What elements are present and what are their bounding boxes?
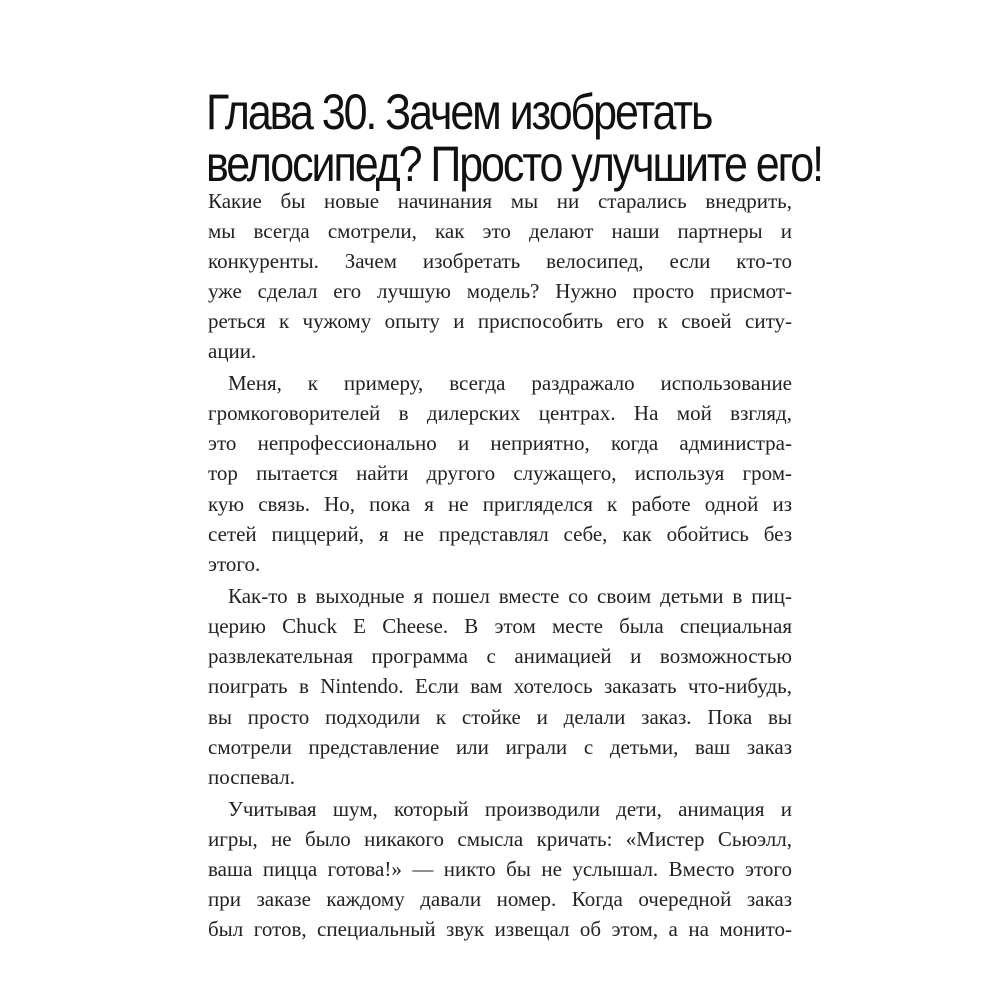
body-line: развлекательная программа с анимацией и возможностью [208,644,792,668]
body-line: сетей пиццерий, я не представлял себе, как обойтись без [208,522,792,546]
body-line: поиграть в Nintendo. Если вам хотелось заказать что-нибудь, [208,674,792,698]
body-line: мы всегда смотрели, как это делают наши партнеры и [208,219,792,243]
body-line: конкуренты. Зачем изобретать велосипед, если кто-то [208,249,792,273]
body-line: вы просто подходили к стойке и делали заказ. Пока вы [208,705,792,729]
body-line: ваша пицца готова!» — никто бы не услышал. Вместо этого [208,857,792,881]
body-line: Учитывая шум, который производили дети, анимация и [228,797,792,821]
body-line: уже сделал его лучшую модель? Нужно просто присмот- [208,279,792,303]
body-line: игры, не было никакого смысла кричать: «Мистер Сьюэлл, [208,827,792,851]
chapter-title-line-2: велосипед? Просто улучшите его! [206,136,823,192]
body-line: был готов, специальный звук извещал об этом, а на монито- [208,917,792,941]
body-line: Какие бы новые начинания мы ни старались внедрить, [208,189,792,213]
body-line: громкоговорителей в дилерских центрах. На мой взгляд, [208,401,792,425]
body-line: поспевал. [208,765,296,789]
chapter-title-line-1: Глава 30. Зачем изобретать [206,84,712,140]
body-line: кую связь. Но, пока я не пригляделся к работе одной из [208,492,792,516]
body-line: это непрофессионально и неприятно, когда администра- [208,431,792,455]
body-line: при заказе каждому давали номер. Когда очередной заказ [208,887,792,911]
body-line: Как-то в выходные я пошел вместе со своим детьми в пиц- [228,584,792,608]
body-line: тор пытается найти другого служащего, используя гром- [208,461,792,485]
body-line: реться к чужому опыту и приспособить его к своей ситу- [208,309,792,333]
body-line: церию Chuck E Cheese. В этом месте была специальная [208,614,792,638]
body-line: этого. [208,552,261,576]
body-line: Меня, к примеру, всегда раздражало использование [228,371,792,395]
body-line: ации. [208,339,257,363]
body-line: смотрели представление или играли с детьми, ваш заказ [208,735,792,759]
